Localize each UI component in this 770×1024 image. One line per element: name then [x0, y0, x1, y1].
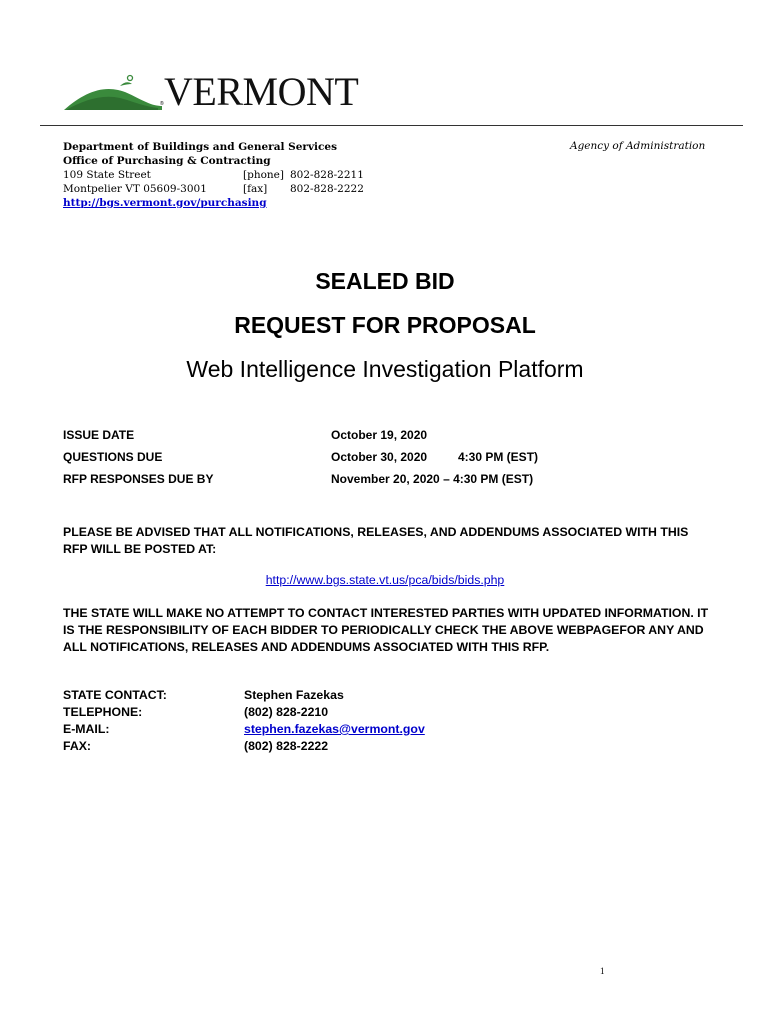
- contact-label: TELEPHONE:: [63, 705, 143, 719]
- department-name: Department of Buildings and General Services: [63, 141, 338, 153]
- contact-email-link[interactable]: stephen.fazekas@vermont.gov: [244, 722, 425, 736]
- date-label: ISSUE DATE: [63, 428, 135, 442]
- page-number: 1: [600, 966, 605, 976]
- bids-url-link[interactable]: http://www.bgs.state.vt.us/pca/bids/bids.php: [265, 573, 505, 587]
- contact-name: Stephen Fazekas: [244, 688, 344, 702]
- header-divider: [40, 125, 743, 126]
- letterhead: [63, 140, 364, 210]
- address-line-2: Montpelier VT 05609-3001: [63, 183, 207, 195]
- contact-label: STATE CONTACT:: [63, 688, 167, 702]
- bidder-responsibility-paragraph: THE STATE WILL MAKE NO ATTEMPT TO CONTACT INTERESTED PARTIES WITH UPDATED INFORMATION. IT IS THE RESPONSIBILITY OF EACH BIDDER TO PERIODICALLY CHECK THE ABOVE WEBPAGEFOR ANY AND ALL NOTIFICATIONS, RELEASES AND ADDENDUMS ASSOCIATED WITH THIS RFP.: [63, 606, 709, 654]
- title-rfp: REQUEST FOR PROPOSAL: [234, 312, 536, 338]
- purchasing-link[interactable]: http://bgs.vermont.gov/purchasing: [63, 197, 267, 209]
- title-project: Web Intelligence Investigation Platform: [186, 356, 584, 382]
- address-row-1: [63, 168, 364, 182]
- date-time: 4:30 PM (EST): [458, 450, 539, 464]
- title-sealed-bid: SEALED BID: [315, 268, 455, 294]
- date-value: October 30, 2020: [331, 450, 428, 464]
- phone-label: [phone]: [243, 169, 284, 181]
- agency-name: Agency of Administration: [570, 140, 706, 152]
- address-line-1: 109 State Street: [63, 169, 151, 181]
- registered-mark: ®: [160, 101, 164, 107]
- notice-paragraph: PLEASE BE ADVISED THAT ALL NOTIFICATIONS, RELEASES, AND ADDENDUMS ASSOCIATED WITH THIS RFP WILL BE POSTED AT:: [63, 525, 689, 556]
- contact-phone: (802) 828-2210: [244, 705, 329, 719]
- logo-wordmark: VERMONT: [164, 69, 359, 114]
- contact-label: FAX:: [63, 739, 92, 753]
- contact-label: E-MAIL:: [63, 722, 110, 736]
- office-name: Office of Purchasing & Contracting: [63, 155, 271, 167]
- date-value: October 19, 2020: [331, 428, 428, 442]
- fax-number: 802-828-2222: [290, 183, 364, 195]
- phone-number: 802-828-2211: [290, 169, 364, 181]
- fax-label: [fax]: [243, 183, 268, 195]
- date-value: November 20, 2020 – 4:30 PM (EST): [331, 472, 534, 486]
- date-label: RFP RESPONSES DUE BY: [63, 472, 214, 486]
- address-row-2: [63, 182, 364, 196]
- contact-fax: (802) 828-2222: [244, 739, 329, 753]
- date-label: QUESTIONS DUE: [63, 450, 163, 464]
